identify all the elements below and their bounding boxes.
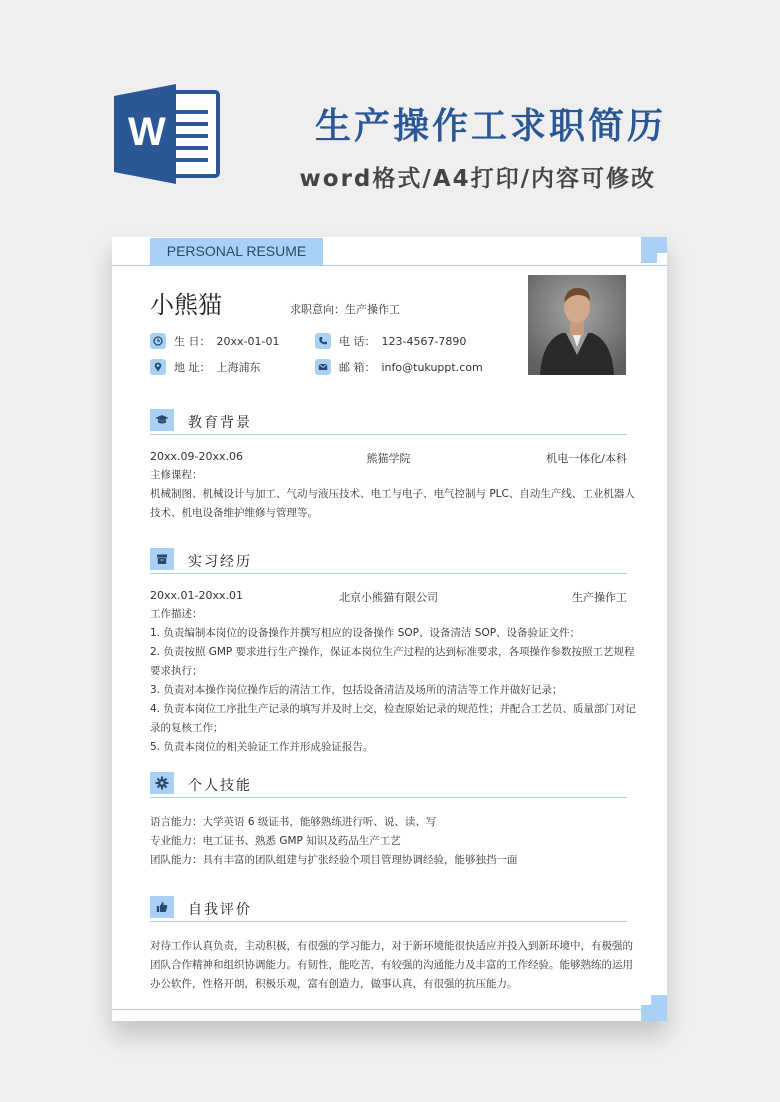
self-evaluation-line: 办公软件，性格开朗，积极乐观，富有创造力，做事认真，有很强的抗压能力。 — [150, 978, 518, 990]
objective-label: 求职意向： — [290, 303, 345, 316]
birthday-label: 生 日： — [174, 335, 211, 348]
internship-line: 1. 负责编制本岗位的设备操作并撰写相应的设备操作 SOP、设备清洁 SOP、设备验证文件； — [150, 627, 581, 639]
education-school: 熊猫学院 — [366, 452, 411, 465]
phone-info — [315, 333, 466, 349]
education-details — [150, 466, 635, 523]
skill-line: 语言能力：大学英语 6 级证书，能够熟练进行听、说、读、写 — [150, 816, 437, 828]
address-info — [150, 359, 261, 375]
education-section-header — [150, 409, 627, 435]
self-evaluation-divider — [150, 921, 627, 922]
internship-line: 工作描述： — [150, 608, 203, 620]
corner-decoration-bottom — [641, 995, 667, 1021]
internship-line: 要求执行； — [150, 665, 203, 677]
top-divider — [112, 265, 667, 266]
self-evaluation-details — [150, 937, 633, 994]
email-label: 邮 箱： — [339, 361, 376, 374]
education-major: 机电一体化/本科 — [546, 452, 627, 465]
internship-line: 5. 负责本岗位的相关验证工作并形成验证报告。 — [150, 741, 374, 753]
internship-details — [150, 605, 636, 757]
job-objective — [290, 301, 400, 317]
address-label: 地 址： — [174, 361, 211, 374]
internship-company: 北京小熊猫有限公司 — [339, 591, 438, 604]
skill-line: 专业能力：电工证书、熟悉 GMP 知识及药品生产工艺 — [150, 835, 401, 847]
phone-label: 电 话： — [339, 335, 376, 348]
briefcase-icon — [150, 548, 174, 570]
internship-divider — [150, 573, 627, 574]
internship-position: 生产操作工 — [572, 591, 627, 604]
skills-section-header — [150, 772, 627, 798]
education-divider — [150, 434, 627, 435]
internship-line: 录的复核工作； — [150, 722, 224, 734]
address-value: 上海浦东 — [216, 361, 261, 374]
phone-value: 123-4567-7890 — [381, 334, 467, 348]
skills-title: 个人技能 — [188, 778, 252, 794]
location-icon — [150, 359, 166, 375]
skill-line: 团队能力：具有丰富的团队组建与扩张经验个项目管理协调经验，能够独挡一面 — [150, 854, 518, 866]
email-info — [315, 359, 483, 375]
objective-value: 生产操作工 — [345, 303, 400, 316]
self-evaluation-section-header — [150, 896, 627, 922]
mail-icon — [315, 359, 331, 375]
education-line: 机械制图、机械设计与加工、气动与液压技术、电工与电子、电气控制与 PLC、自动生产线、工业机器人 — [150, 488, 635, 500]
profile-photo — [528, 275, 626, 375]
skills-details — [150, 813, 628, 870]
resume-page — [112, 237, 667, 1021]
internship-row — [150, 589, 627, 605]
education-line: 主修课程： — [150, 469, 203, 481]
self-evaluation-line: 对待工作认真负责，主动积极，有很强的学习能力，对于新环境能很快适应并投入到新环境中，有极强的 — [150, 940, 633, 952]
thumbs-up-icon — [150, 896, 174, 918]
internship-title: 实习经历 — [188, 554, 252, 570]
birthday-value: 20xx-01-01 — [216, 334, 280, 348]
internship-line: 3. 负责对本操作岗位操作后的清洁工作，包括设备清洁及场所的清洁等工作并做好记录； — [150, 684, 563, 696]
gear-icon — [150, 772, 174, 794]
calendar-icon — [150, 333, 166, 349]
birthday-info — [150, 333, 279, 349]
corner-decoration-top — [641, 237, 667, 263]
word-logo-icon — [114, 84, 222, 184]
education-line: 技术、机电设备维护维修与管理等。 — [150, 507, 318, 519]
candidate-name: 小熊猫 — [150, 291, 222, 319]
word-logo-letter: W — [128, 110, 166, 154]
personal-resume-tag: PERSONAL RESUME — [150, 238, 323, 265]
internship-line: 4. 负责本岗位工序批生产记录的填写并及时上交，检查原始记录的规范性；并配合工艺员、质量部门对记 — [150, 703, 636, 715]
internship-period: 20xx.01-20xx.01 — [150, 589, 243, 602]
skills-divider — [150, 797, 627, 798]
education-period: 20xx.09-20xx.06 — [150, 450, 243, 463]
internship-section-header — [150, 548, 627, 574]
self-evaluation-line: 团队合作精神和组织协调能力。有韧性，能吃苦，有较强的沟通能力及丰富的工作经验。能够熟练的运用 — [150, 959, 633, 971]
internship-line: 2. 负责按照 GMP 要求进行生产操作，保证本岗位生产过程的达到标准要求，各项操作参数按照工艺规程 — [150, 646, 635, 658]
banner-subtitle: word格式/A4打印/内容可修改 — [299, 166, 656, 192]
education-row — [150, 450, 627, 466]
education-title: 教育背景 — [188, 415, 252, 431]
banner-title: 生产操作工求职简历 — [314, 106, 666, 147]
email-value: info@tukuppt.com — [381, 360, 483, 374]
graduation-cap-icon — [150, 409, 174, 431]
bottom-divider — [112, 1009, 642, 1010]
self-evaluation-title: 自我评价 — [188, 902, 252, 918]
phone-icon — [315, 333, 331, 349]
